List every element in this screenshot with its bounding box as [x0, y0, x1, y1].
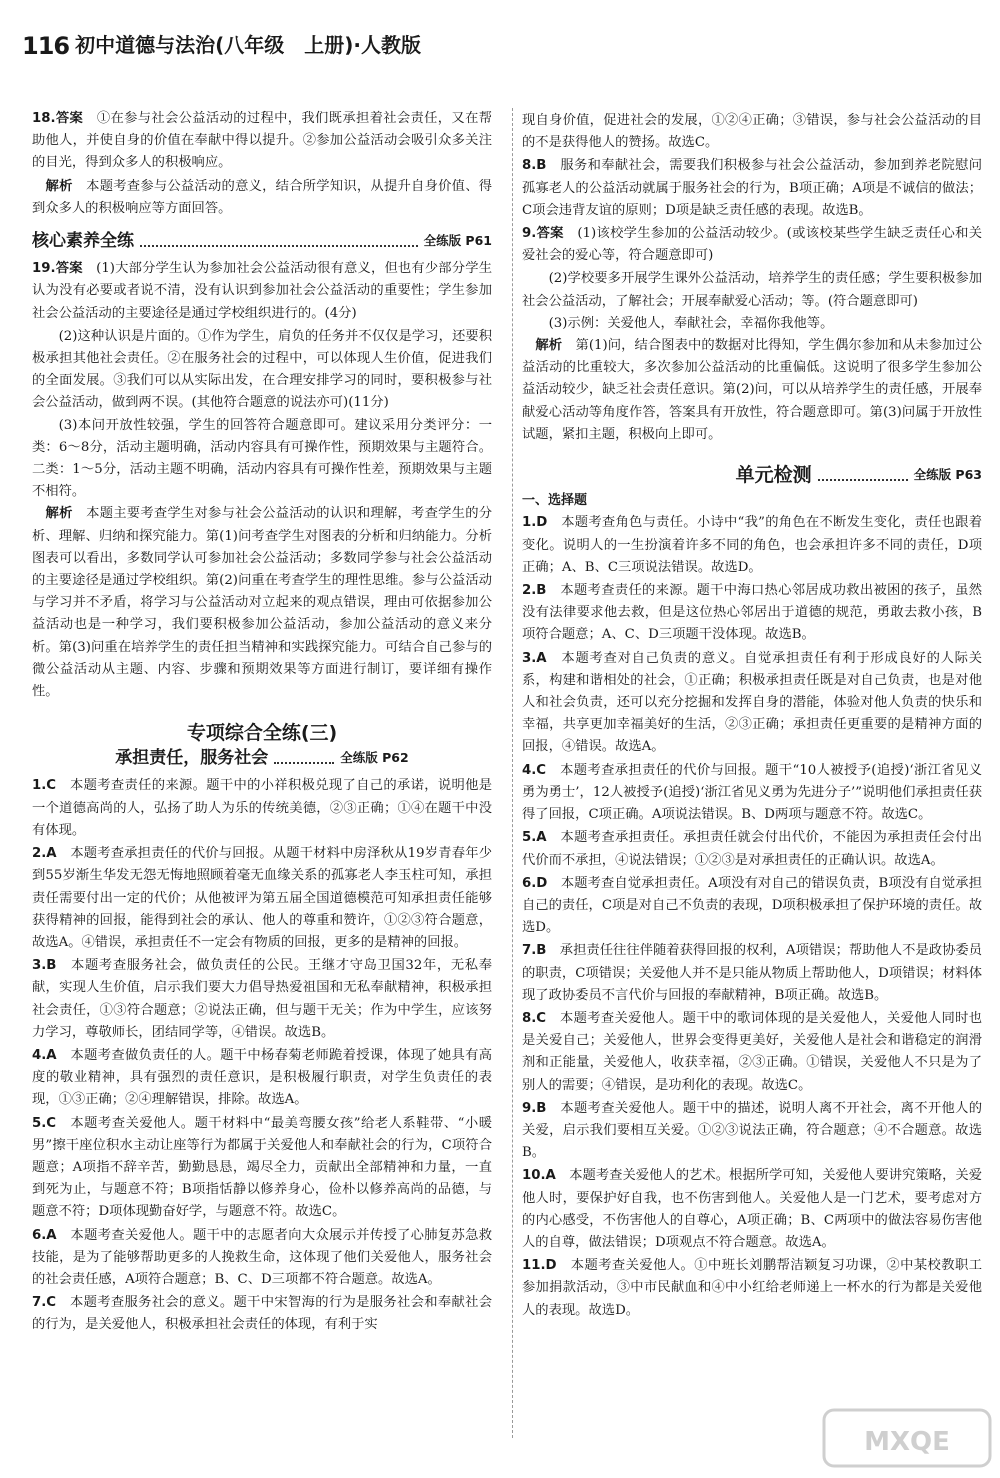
item-text: 本题考查服务社会的意义。题干中宋智海的行为是服务社会和奉献社会的行为，是关爱他人，积极承担社会责任的体现，有利于实 — [32, 1295, 493, 1333]
item-number: 4.A — [32, 1047, 57, 1063]
answer-19 — [32, 258, 492, 325]
answer-item — [522, 1255, 982, 1322]
answer-part: (3)示例：关爱他人，奉献社会，幸福你我他等。 — [548, 315, 834, 331]
section-page-ref: 全练版 P63 — [913, 467, 982, 483]
item-number: 3.A — [522, 650, 547, 666]
item-text: 本题考查关爱他人。题干材料中“最美弯腰女孩”给老人系鞋带、“小暖男”擦干座位积水主动让座等行为都属于关爱他人和奉献社会的行为，C项符合题意；A项指不辞辛苦，勤勤恳恳，竭尽全力，贡献出全部精神和力量，一直到死为止，与题意不符；B项指恬静以修养身心，俭朴以修养高尚的品德，与题意不符；D项体现勤奋好学，与题意不符。故选C。 — [32, 1115, 492, 1220]
item-number: 9.B — [522, 1100, 547, 1116]
item-text: 本题考查关爱他人的艺术。根据所学可知，关爱他人要讲究策略，关爱他人时，要保护好自我，也不伤害到他人。关爱他人是一门艺术，要考虑对方的内心感受，不伤害他人的自尊心，A项正确；B、C两项中的做法容易伤害他人的自尊，做法错误；D项观点不符合题意。故选A。 — [522, 1168, 983, 1250]
analysis-text: 本题考查参与公益活动的意义，结合所学知识，从提升自身价值、得到众多人的积极响应等方面回答。 — [32, 178, 493, 216]
page-number: 116 — [22, 32, 70, 60]
right-column — [522, 110, 982, 1323]
item-text: 本题考查责任的来源。题干中海口热心邻居成功救出被困的孩子，虽然没有法律要求他去救，但是这位热心邻居出于道德的规范，勇敢去救小孩，B项符合题意；A、C、D三项题干没体现。故选B。 — [522, 583, 983, 643]
analysis-9 — [522, 335, 982, 446]
item-text: 本题考查服务社会，做负责任的公民。王继才守岛卫国32年，无私奉献，实现人生价值，启示我们要大力倡导热爱祖国和无私奉献精神，积极承担社会责任，①③符合题意；②说法正确，但与题干无关；作为中学生，应该努力学习，尊敬师长，团结同学等，④错误。故选B。 — [32, 958, 493, 1040]
section-title: 核心素养全练 — [32, 231, 134, 252]
svg-text:MXQE: MXQE — [864, 1427, 950, 1457]
dotted-leader — [274, 762, 334, 764]
answer-item — [522, 940, 982, 1007]
item-text: 服务和奉献社会，需要我们积极参与社会公益活动，参加到养老院慰问孤寡老人的公益活动就属于服务社会的行为，B项正确；A项是不诚信的做法；C项会违背友谊的原则；D项是缺乏责任感的表现。故选B。 — [522, 158, 983, 218]
section-heading — [522, 464, 982, 486]
analysis-label: 解析 — [45, 506, 73, 522]
watermark-logo — [822, 1406, 992, 1470]
chapter-subtitle-text: 承担责任，服务社会 — [115, 748, 269, 769]
question-number: 19. — [32, 261, 56, 277]
item-text: 本题考查承担责任的代价与回报。从题干材料中房泽秋从19岁青春年少到55岁渐生华发无怨无悔地照顾着毫无血缘关系的孤寡老人李玉柱可知，承担责任需要付出一定的代价；从他被评为第五届全国道德模范可知承担责任能够获得精神的回报，能得到社会的承认、他人的尊重和赞许，①②③符合题意，故选A。④错误，承担责任不一定会有物质的回报，更多的是精神的回报。 — [32, 846, 493, 950]
answer-item — [32, 1045, 492, 1112]
item-number: 7.B — [522, 943, 547, 959]
item-number: 10.A — [522, 1168, 556, 1184]
section-heading — [32, 230, 492, 252]
item-number: 8.C — [522, 1010, 547, 1026]
answer-part: (2)这种认识是片面的。①作为学生，肩负的任务并不仅仅是学习，还要积极承担其他社会责任。②在服务社会的过程中，可以体现人生价值，促进我们的全面发展。③我们可以从实际出发，在合理安排学习的同时，要积极参与社会公益活动，做到两不误。(其他符合题意的说法亦可)(11分) — [32, 328, 492, 411]
answer-item — [32, 1113, 492, 1224]
item-text: 本题考查对自己负责的意义。自觉承担责任有利于形成良好的人际关系，构建和谐相处的社会，①正确；积极承担责任既是对自己负责，也是对他人和社会负责，还可以充分挖掘和发挥自身的潜能，体验对他人负责的快乐和幸福，共享更加幸福美好的生活，②③正确；承担责任更重要的是精神方面的回报，④错误。故选A。 — [522, 650, 983, 755]
answer-label: 答案 — [536, 226, 564, 242]
section-title: 单元检测 — [735, 464, 812, 487]
item-text: 本题考查承担责任的代价与回报。题干“10人被授予(追授)‘浙江省见义勇为勇士’，12人被授予(追授)‘浙江省见义勇为先进分子’”说明他们承担责任获得了回报，C项正确。A项说法错误。B、D两项与题意不符。故选C。 — [522, 762, 982, 823]
analysis-text: 第(1)问，结合图表中的数据对比得知，学生偶尔参加和从未参加过公益活动的比重较大，多次参加公益活动的比重偏低。这说明了很多学生参加公益活动较少，缺乏社会责任意识。第(2)问，可以从培养学生的责任感，开展奉献爱心活动等角度作答，答案具有开放性，符合题意即可。第(3)问属于开放性试题，紧扣主题，积极向上即可。 — [522, 338, 983, 442]
item-text: 本题考查关爱他人。题干中的描述，说明人离不开社会，离不开他人的关爱，启示我们要相互关爱。①②③说法正确，符合题意；④不合题意。故选B。 — [522, 1100, 983, 1161]
item-number: 6.D — [522, 875, 548, 891]
answer-item — [522, 827, 982, 871]
chapter-page-ref: 全练版 P62 — [340, 750, 409, 766]
answer-part: (1)该校学生参加的公益活动较少。(或该校某些学生缺乏责任心和关爱社会的爱心等，符合题意即可) — [522, 226, 983, 264]
item-number: 4.C — [522, 762, 547, 778]
answer-item — [522, 155, 982, 222]
item-text: 本题考查责任的来源。题干中的小祥积极兑现了自己的承诺，说明他是一个道德高尚的人，弘扬了助人为乐的传统美德，②③正确；①④在题干中没有体现。 — [32, 778, 493, 838]
item-text: 本题考查角色与责任。小诗中“我”的角色在不断发生变化，责任也跟着变化。说明人的一生扮演着许多不同的角色，也会承担许多不同的责任，D项正确；A、B、C三项说法错误。故选D。 — [522, 515, 982, 575]
item-number: 6.A — [32, 1227, 57, 1243]
dotted-leader — [818, 479, 908, 481]
answer-item — [522, 760, 982, 827]
choice-heading: 一、选择题 — [522, 493, 588, 509]
column-divider — [512, 108, 513, 1438]
analysis-label: 解析 — [535, 338, 563, 354]
answer-item — [32, 1225, 492, 1292]
analysis-text: 本题主要考查学生对参与社会公益活动的认识和理解，考查学生的分析、理解、归纳和探究能力。第(1)问考查学生对图表的分析和归纳能力。分析图表可以看出，多数同学认可参加社会公益活动；多数同学参与社会公益活动的主要途径是通过学校组织。第(2)问重在考查学生的理性思维。参与公益活动与学习并不矛盾，将学习与公益活动对立起来的观点错误，理由可依据参加公益活动也是一种学习，我们要积极参加公益活动，参加公益活动的意义来分析。第(3)问重在培养学生的责任担当精神和实践探究能力。可结合自己参与的微公益活动从主题、内容、步骤和预期效果等方面进行制订，要详细有操作性。 — [32, 506, 493, 700]
item-number: 8.B — [522, 158, 547, 174]
answer-18 — [32, 108, 492, 175]
answer-label: 答案 — [55, 111, 84, 126]
answer-9 — [522, 223, 982, 267]
answer-item — [522, 1008, 982, 1097]
item-number: 2.A — [32, 846, 57, 862]
analysis-19 — [32, 503, 492, 703]
answer-label: 答案 — [55, 261, 83, 277]
chapter-title: 专项综合全练(三) — [186, 722, 338, 745]
left-column — [32, 108, 492, 1338]
item-number: 5.C — [32, 1115, 57, 1131]
question-number: 18. — [32, 111, 56, 126]
page-header — [22, 20, 421, 60]
answer-item — [522, 1098, 982, 1165]
chapter-subtitle — [32, 747, 492, 769]
item-number: 7.C — [32, 1295, 57, 1311]
item-text: 本题考查关爱他人。题干中的歌词体现的是关爱他人，关爱他人同时也是关爱自己；关爱他人，世界会变得更美好，关爱他人是社会和谐稳定的润滑剂和正能量，关爱他人，收获幸福，②③正确。①错误，关爱他人不只是为了别人的需要；④错误，是功利化的表现。故选C。 — [522, 1010, 983, 1093]
answer-item — [32, 775, 492, 842]
answer-item — [522, 648, 982, 759]
item-text: 本题考查自觉承担责任。A项没有对自己的错误负责，B项没有自觉承担自己的责任，C项是对自己不负责的表现，D项积极承担了保护环境的责任。故选D。 — [522, 875, 982, 936]
item-text: 本题考查承担责任。承担责任就会付出代价，不能因为承担责任会付出代价而不承担，④说法错误；①②③是对承担责任的正确认识。故选A。 — [522, 830, 983, 868]
item-number: 5.A — [522, 830, 547, 846]
section-page-ref: 全练版 P61 — [423, 233, 492, 249]
analysis-label: 解析 — [45, 178, 73, 194]
item-number: 1.C — [32, 778, 57, 794]
answer-item — [32, 1292, 492, 1336]
dotted-leader — [140, 245, 418, 247]
analysis-18 — [32, 176, 492, 220]
item-text: 本题考查关爱他人。题干中的志愿者向大众展示并传授了心肺复苏急救技能，是为了能够帮助更多的人挽救生命，这体现了他们关爱他人，服务社会的社会责任感，A项符合题意；B、C、D三项都不符合题意。故选A。 — [32, 1227, 493, 1287]
answer-item — [522, 580, 982, 647]
answer-item — [32, 955, 492, 1044]
answer-text: ①在参与社会公益活动的过程中，我们既承担着社会责任，又在帮助他人，并使自身的价值在奉献中得以提升。②参加公益活动会吸引众多关注的目光，得到众多人的积极响应。 — [32, 111, 493, 171]
item-text: 本题考查关爱他人。①中班长刘鹏帮洁颖复习功课，②中某校教职工参加捐款活动，③中市民献血和④中小红给老师递上一杯水的行为都是关爱他人的表现。故选D。 — [522, 1258, 983, 1318]
answer-item — [522, 873, 982, 940]
item-number: 2.B — [522, 583, 547, 599]
item-number: 3.B — [32, 958, 57, 974]
answer-item — [522, 512, 982, 579]
book-title: 初中道德与法治(八年级 上册)·人教版 — [75, 33, 421, 57]
question-number: 9. — [522, 226, 537, 242]
answer-item — [32, 843, 492, 954]
item-text: 承担责任往往伴随着获得回报的权利，A项错误；帮助他人不是政协委员的职责，C项错误；关爱他人并不是只能从物质上帮助他人，D项错误；材料体现了政协委员不言代价与回报的奉献精神，B项正确。故选B。 — [522, 943, 982, 1003]
item-text: 本题考查做负责任的人。题干中杨春菊老师跪着授课，体现了她具有高度的敬业精神，具有强烈的责任意识，是积极履行职责，对学生负责任的表现，①③正确；②④理解错误，排除。故选A。 — [32, 1047, 493, 1108]
item-number: 11.D — [522, 1258, 557, 1274]
item-number: 1.D — [522, 515, 548, 531]
answer-part: (2)学校要多开展学生课外公益活动，培养学生的责任感；学生要积极参加社会公益活动，了解社会；开展奉献爱心活动；等。(符合题意即可) — [522, 271, 982, 309]
answer-item — [522, 1165, 982, 1254]
continued-text: 现自身价值，促进社会的发展，①②④正确；③错误，参与社会公益活动的目的不是获得他人的赞扬。故选C。 — [522, 113, 982, 151]
answer-part: (3)本问开放性较强，学生的回答符合题意即可。建议采用分类评分：一类：6～8分，活动主题明确，活动内容具有可操作性，预期效果与主题符合。二类：1～5分，活动主题不明确，活动内容具有可操作性差，预期效果与主题不相符。 — [32, 417, 492, 500]
answer-part: (1)大部分学生认为参加社会公益活动很有意义，但也有少部分学生认为没有必要或者说不清，没有认识到参加社会公益活动的重要性；学生参加社会公益活动的主要途径是通过学校组织进行的。(4分) — [32, 261, 493, 321]
